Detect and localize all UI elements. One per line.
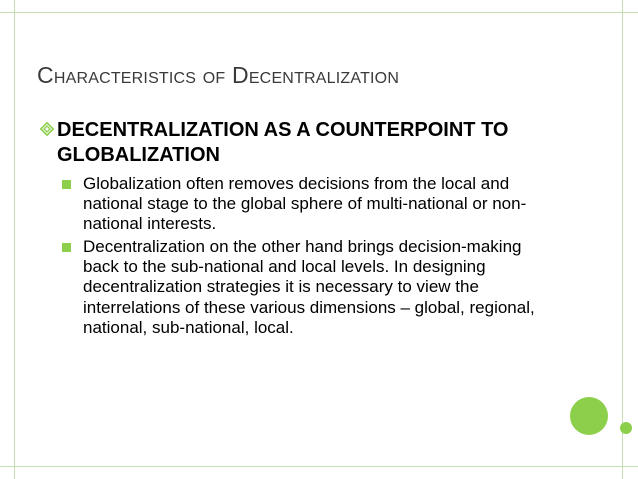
bullet-diamond-icon (40, 122, 54, 136)
decorative-circle-small (620, 422, 632, 434)
sub-point-1: Globalization often removes decisions from the local and national stage to the global sphere of multi-national or non-national interests. (83, 174, 527, 234)
main-point: DECENTRALIZATION AS A COUNTERPOINT TO GLOBALIZATION (57, 119, 509, 166)
title-rest-1: HARACTERISTICS (53, 70, 197, 87)
sub-bullet-icon (62, 180, 71, 189)
sub-point-2: Decentralization on the other hand brings decision-making back to the sub-national and local levels. In designing decentralization strategies it is necessary to view the interrelations of these various dimensions – global, regional, national, sub-national, local. (83, 237, 535, 337)
frame-line-top (0, 12, 638, 13)
title-cap-c: C (37, 62, 54, 88)
sub-bullet-icon (62, 243, 71, 252)
decorative-circle-large (570, 397, 608, 435)
title-rest-2: ECENTRALIZATION (248, 70, 400, 87)
frame-line-bottom (0, 466, 638, 467)
frame-line-left (14, 0, 15, 479)
frame-line-right (622, 0, 623, 479)
slide-title (37, 60, 597, 94)
title-word-of: OF (202, 70, 226, 87)
title-cap-d: D (232, 62, 249, 88)
